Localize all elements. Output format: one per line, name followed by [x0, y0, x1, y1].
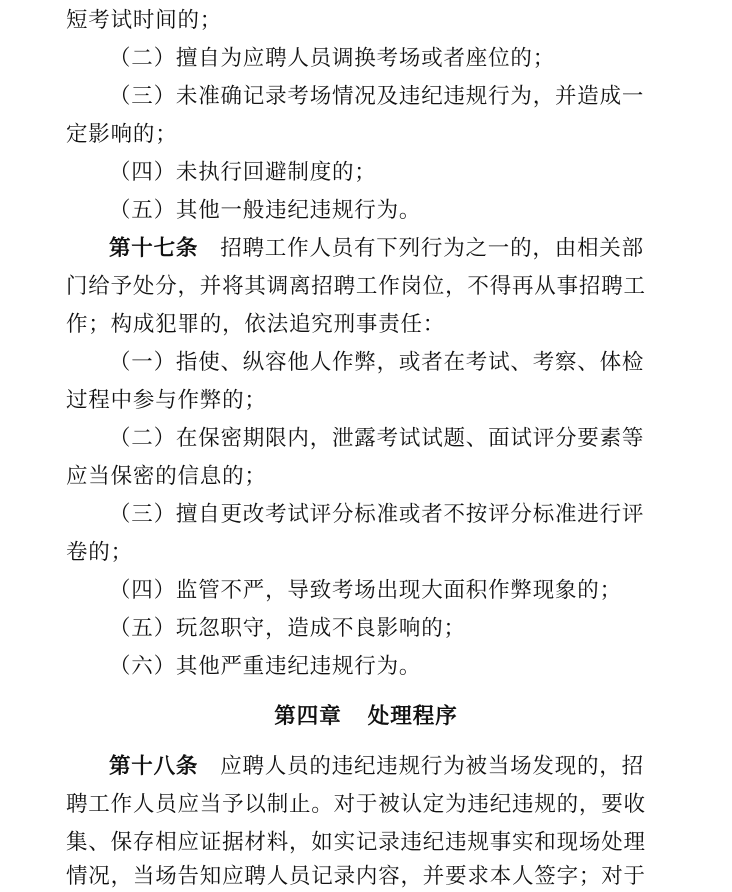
article-17-first-line	[109, 234, 709, 264]
chapter-number: 第四章	[274, 704, 342, 729]
article-text: 招聘工作人员有下列行为之一的，由相关部	[220, 236, 644, 261]
text-line: 卷的；	[66, 540, 133, 565]
list-item: （二）在保密期限内，泄露考试试题、面试评分要素等	[109, 426, 645, 451]
list-item: （三）未准确记录考场情况及违纪违规行为，并造成一	[109, 84, 645, 109]
list-item: （五）玩忽职守，造成不良影响的；	[109, 616, 466, 641]
text-line: 过程中参与作弊的；	[66, 388, 267, 413]
chapter-title: 处理程序	[367, 704, 458, 729]
text-line: 应当保密的信息的；	[66, 464, 267, 489]
list-item: （四）监管不严，导致考场出现大面积作弊现象的；	[109, 578, 622, 603]
list-item: （四）未执行回避制度的；	[109, 160, 377, 185]
text-line: 集、保存相应证据材料，如实记录违纪违规事实和现场处理	[66, 830, 646, 855]
list-item: （六）其他严重违纪违规行为。	[109, 654, 422, 679]
list-item: （一）指使、纵容他人作弊，或者在考试、考察、体检	[109, 350, 645, 375]
text-line: 定影响的；	[66, 122, 178, 147]
text-line: 短考试时间的；	[66, 8, 223, 33]
article-text: 应聘人员的违纪违规行为被当场发现的，招	[220, 754, 644, 779]
list-item: （二）擅自为应聘人员调换考场或者座位的；	[109, 46, 556, 71]
text-line: 情况，当场告知应聘人员记录内容，并要求本人签字；对于	[66, 864, 646, 889]
article-label: 第十八条	[109, 754, 199, 779]
chapter-heading	[0, 702, 732, 732]
article-18-first-line	[109, 752, 709, 782]
list-item: （三）擅自更改考试评分标准或者不按评分标准进行评	[109, 502, 645, 527]
text-line: 聘工作人员应当予以制止。对于被认定为违纪违规的，要收	[66, 792, 646, 817]
text-line: 作；构成犯罪的，依法追究刑事责任：	[66, 312, 446, 337]
text-line: 门给予处分，并将其调离招聘工作岗位，不得再从事招聘工	[66, 274, 646, 299]
article-label: 第十七条	[109, 236, 199, 261]
list-item: （五）其他一般违纪违规行为。	[109, 198, 422, 223]
